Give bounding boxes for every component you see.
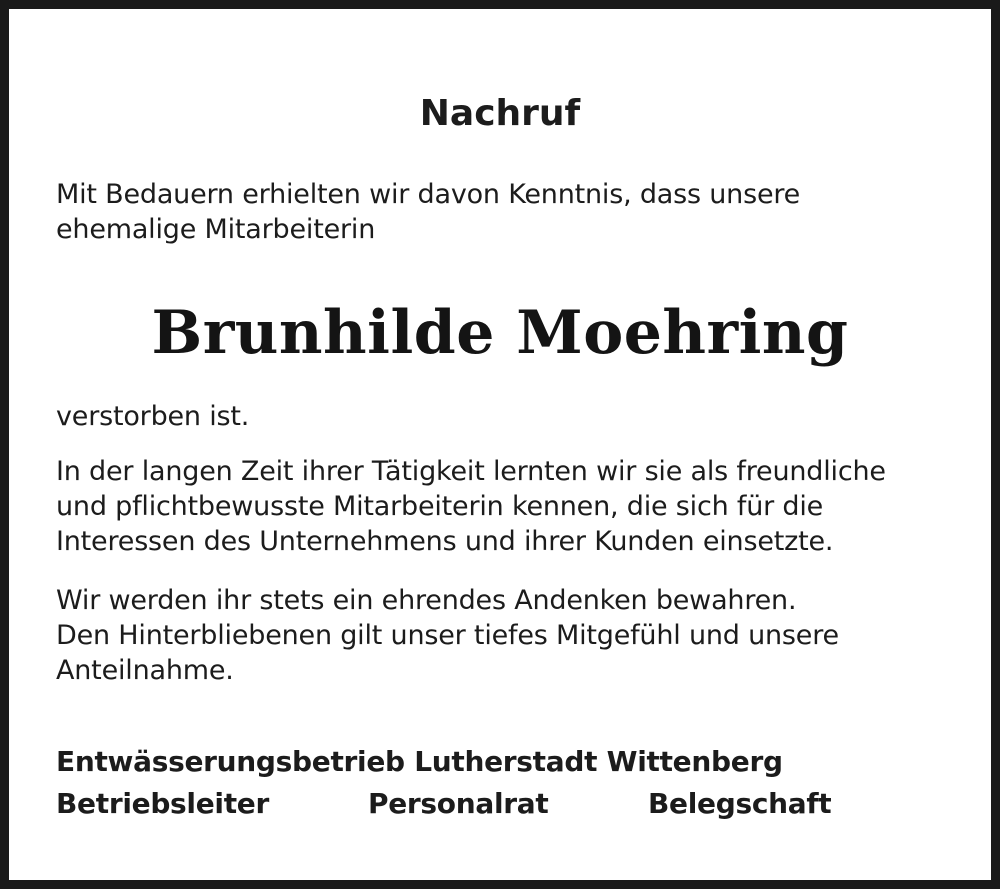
signatory-personalrat: Personalrat: [368, 787, 549, 820]
remembrance-line: Den Hinterbliebenen gilt unser tiefes Mitgefühl und unsere: [56, 620, 839, 651]
notice-heading: Nachruf: [419, 93, 581, 134]
deceased-name: Brunhilde Moehring: [151, 298, 849, 368]
intro-line: Mit Bedauern erhielten wir davon Kenntnis, dass unsere: [56, 179, 801, 210]
tribute-line: Interessen des Unternehmens und ihrer Kunden einsetzte.: [56, 526, 834, 557]
remembrance-line: Anteilnahme.: [56, 655, 234, 686]
remembrance-line: Wir werden ihr stets ein ehrendes Andenken bewahren.: [56, 585, 797, 616]
signatories-row: [56, 782, 956, 826]
organization-name: Entwässerungsbetrieb Lutherstadt Wittenberg: [56, 745, 783, 778]
tribute-line: und pflichtbewusste Mitarbeiterin kennen, die sich für die: [56, 491, 824, 522]
signatory-betriebsleiter: Betriebsleiter: [56, 787, 269, 820]
intro-paragraph: [56, 177, 956, 247]
remembrance-paragraph: [56, 583, 956, 688]
tribute-paragraph: [56, 454, 956, 559]
closing-line: verstorben ist.: [56, 401, 250, 432]
signatory-belegschaft: Belegschaft: [648, 787, 832, 820]
intro-line: ehemalige Mitarbeiterin: [56, 214, 376, 245]
tribute-line: In der langen Zeit ihrer Tätigkeit lernten wir sie als freundliche: [56, 456, 886, 487]
closing-sentence: [56, 399, 956, 434]
